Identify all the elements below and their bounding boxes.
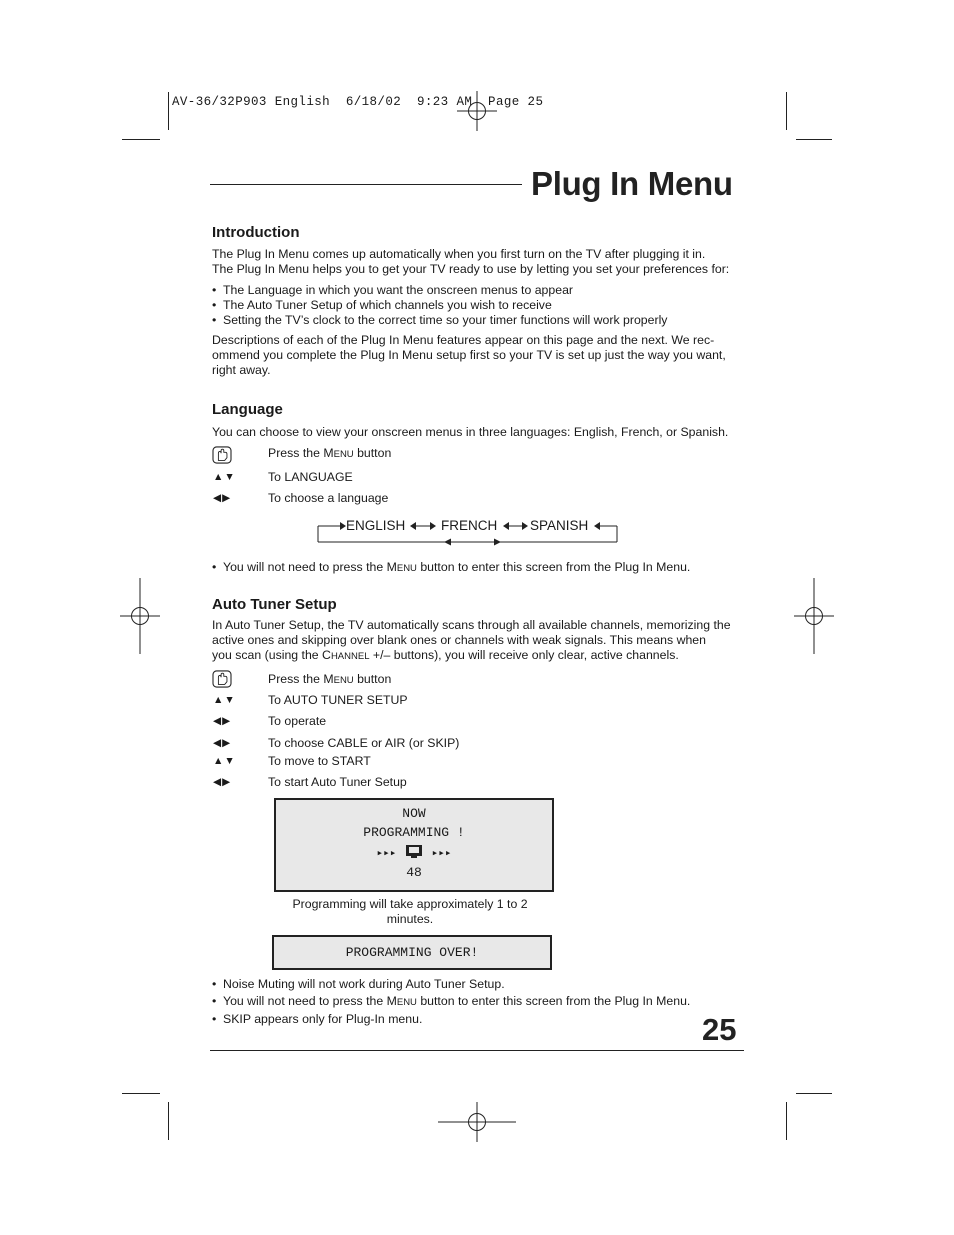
- page-number: 25: [702, 1012, 737, 1047]
- step-text: To LANGUAGE: [268, 470, 353, 484]
- text-line: ommend you complete the Plug In Menu setup first so your TV is set up just the way you want,: [212, 348, 726, 362]
- crop-mark: [122, 139, 160, 140]
- language-option-english: ENGLISH: [346, 518, 406, 533]
- language-paragraph: You can choose to view your onscreen menus in three languages: English, French, or Spanish.: [212, 425, 729, 439]
- crop-mark: [122, 1093, 160, 1094]
- intro-bullet: • Setting the TV’s clock to the correct time so your timer functions will work properly: [212, 313, 668, 327]
- progress-arrows-icon: ▸▸▸: [376, 848, 397, 860]
- programming-time-caption: [270, 897, 550, 927]
- up-down-arrows-icon: ▲▼: [213, 694, 236, 706]
- text-line: right away.: [212, 363, 271, 377]
- page-title: Plug In Menu: [531, 165, 733, 202]
- remote-hand-icon: [212, 670, 232, 688]
- step-press-menu: Press the MENU button: [268, 446, 392, 460]
- crop-mark: [786, 1102, 787, 1140]
- osd-line: PROGRAMMING !: [363, 825, 465, 840]
- crop-mark: [168, 1102, 169, 1140]
- step-press-menu: Press the MENU button: [268, 672, 392, 686]
- language-heading: Language: [212, 401, 283, 418]
- text-line: In Auto Tuner Setup, the TV automatically scans through all available channels, memorizing the: [212, 618, 731, 632]
- step-text: To AUTO TUNER SETUP: [268, 693, 408, 707]
- osd-programming-over-screen: [272, 935, 552, 970]
- language-note: • You will not need to press the MENU button to enter this screen from the Plug In Menu.: [212, 560, 691, 574]
- crop-mark: [168, 92, 169, 130]
- auto-tuner-note: • SKIP appears only for Plug-In menu.: [212, 1012, 423, 1026]
- auto-tuner-heading: Auto Tuner Setup: [212, 596, 337, 613]
- left-right-arrows-icon: ◀▶: [213, 737, 232, 749]
- left-right-arrows-icon: ◀▶: [213, 776, 232, 788]
- up-down-arrows-icon: ▲▼: [213, 755, 236, 767]
- osd-channel-number: 48: [406, 865, 422, 880]
- osd-now-programming-screen: [274, 798, 554, 892]
- osd-line: PROGRAMMING OVER!: [345, 945, 479, 960]
- osd-line: NOW: [402, 806, 426, 821]
- auto-tuner-note: • You will not need to press the MENU button to enter this screen from the Plug In Menu.: [212, 994, 691, 1008]
- text-line: The Plug In Menu comes up automatically when you first turn on the TV after plugging it in.: [212, 247, 706, 261]
- crop-mark: [796, 1093, 832, 1094]
- intro-paragraph-2: [212, 333, 772, 378]
- text-line: The Plug In Menu helps you to get your TV ready to use by letting you set your preferences for:: [212, 262, 730, 276]
- osd-progress: [276, 844, 552, 862]
- intro-heading: Introduction: [212, 224, 300, 241]
- step-text: To start Auto Tuner Setup: [268, 775, 407, 789]
- crop-mark: [796, 139, 832, 140]
- title-rule: [210, 184, 522, 185]
- step-text: To move to START: [268, 754, 371, 768]
- text-line: minutes.: [386, 912, 434, 926]
- progress-arrows-icon: ▸▸▸: [431, 848, 452, 860]
- language-option-spanish: SPANISH: [530, 518, 589, 533]
- left-right-arrows-icon: ◀▶: [213, 715, 232, 727]
- crop-mark: [786, 92, 787, 130]
- auto-tuner-note: • Noise Muting will not work during Auto Tuner Setup.: [212, 977, 505, 991]
- intro-bullet: • The Language in which you want the onscreen menus to appear: [212, 283, 574, 297]
- text-line: Programming will take approximately 1 to 2: [292, 897, 528, 911]
- up-down-arrows-icon: ▲▼: [213, 471, 236, 483]
- bottom-rule: [210, 1050, 744, 1051]
- text-line: active ones and skipping over blank ones or channels with weak signals. This means when: [212, 633, 706, 647]
- print-slug: AV-36/32P903 English 6/18/02 9:23 AM Page 25: [172, 95, 544, 109]
- remote-hand-icon: [212, 446, 232, 464]
- step-text: To operate: [268, 714, 327, 728]
- text-line: you scan (using the CHANNEL +/– buttons), you will receive only clear, active channels.: [212, 648, 679, 662]
- left-right-arrows-icon: ◀▶: [213, 492, 232, 504]
- step-text: To choose CABLE or AIR (or SKIP): [268, 736, 460, 750]
- registration-mark-icon: [438, 1102, 516, 1142]
- language-option-french: FRENCH: [441, 518, 498, 533]
- registration-mark-icon: [794, 578, 834, 654]
- step-text: To choose a language: [268, 491, 389, 505]
- intro-paragraph-1: [212, 247, 772, 277]
- text-line: Descriptions of each of the Plug In Menu features appear on this page and the next. We rec-: [212, 333, 715, 347]
- tv-icon: [405, 844, 423, 859]
- auto-tuner-paragraph: [212, 618, 772, 664]
- intro-bullet: • The Auto Tuner Setup of which channels you wish to receive: [212, 298, 552, 312]
- registration-mark-icon: [120, 578, 160, 654]
